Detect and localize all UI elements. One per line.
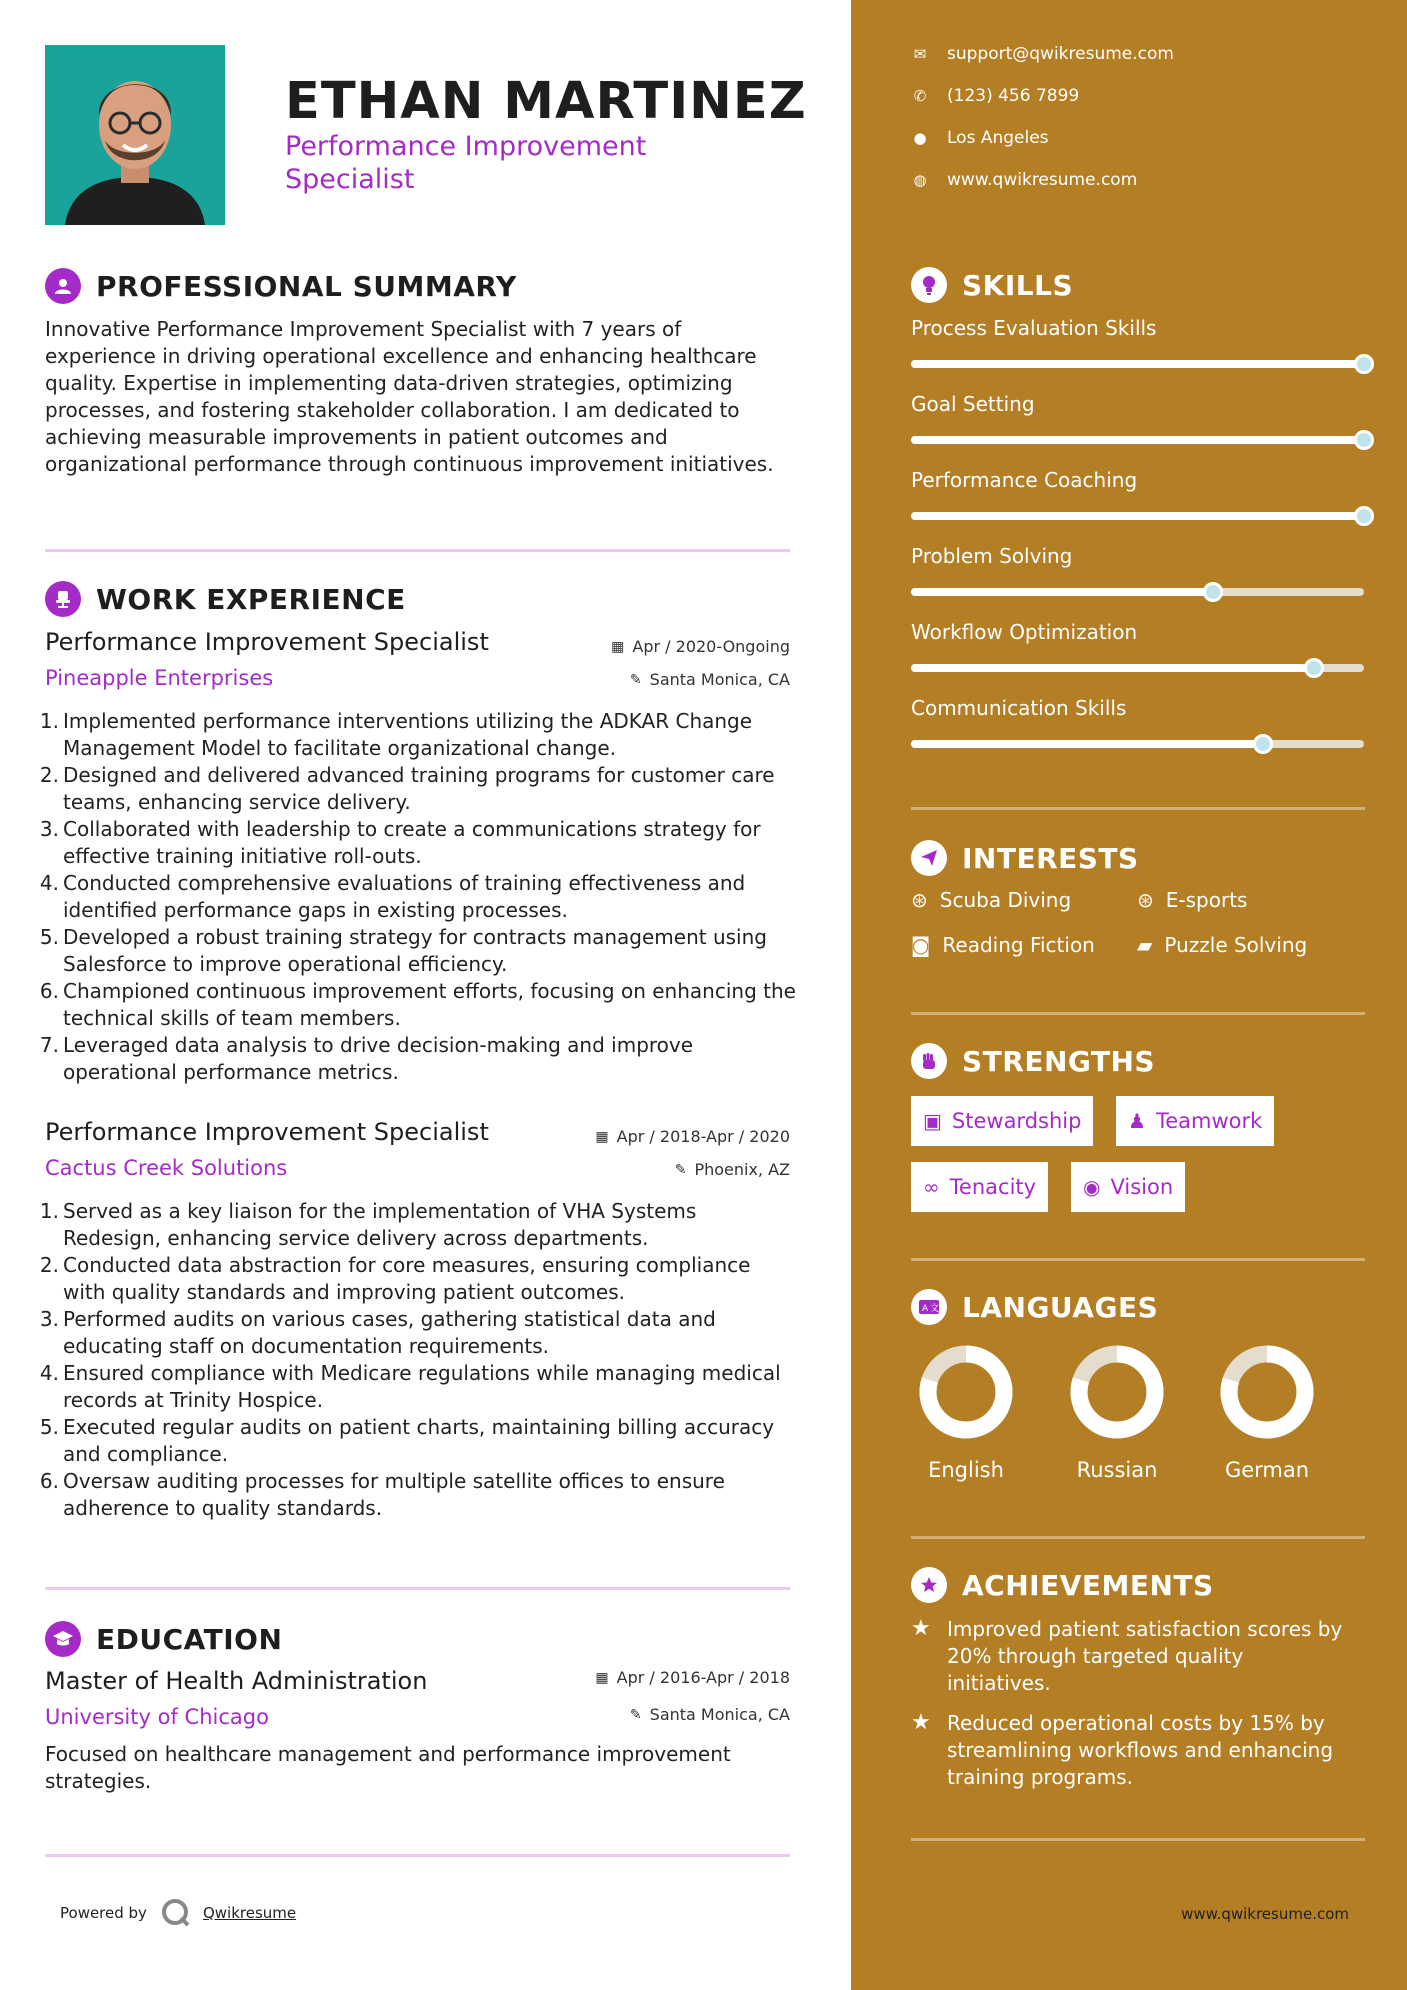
job-bullets bbox=[38, 708, 798, 1086]
users-icon: ♟ bbox=[1128, 1109, 1146, 1133]
candidate-name: ETHAN MARTINEZ bbox=[285, 72, 807, 131]
list-item-text: Championed continuous improvement efforts, focusing on enhancing the technical skills of team members. bbox=[63, 979, 796, 1030]
contact-location-text: Los Angeles bbox=[947, 128, 1049, 148]
section-divider bbox=[45, 1587, 790, 1590]
strength-tag bbox=[1071, 1162, 1185, 1212]
languages-heading bbox=[911, 1289, 1158, 1325]
section-divider bbox=[911, 1838, 1365, 1841]
translate-icon bbox=[911, 1289, 947, 1325]
svg-text:文: 文 bbox=[930, 1304, 939, 1314]
contact-email-text: support@qwikresume.com bbox=[947, 44, 1174, 64]
powered-by-label: Powered by bbox=[60, 1904, 147, 1922]
skills-heading-label: SKILLS bbox=[962, 268, 1074, 302]
job-title: Performance Improvement Specialist bbox=[45, 1118, 489, 1146]
skill-bar-fill bbox=[911, 360, 1364, 368]
skill-bar bbox=[911, 360, 1364, 368]
job-company: Pineapple Enterprises bbox=[45, 666, 274, 690]
strength-tag bbox=[1116, 1096, 1274, 1146]
interest-label: Puzzle Solving bbox=[1164, 933, 1308, 957]
calendar-icon: ▦ bbox=[595, 1669, 609, 1686]
list-item: 2. Designed and delivered advanced training programs for customer care teams, enhancing service delivery. bbox=[38, 762, 798, 816]
list-item: 4. Ensured compliance with Medicare regulations while managing medical records at Trinity Hospice. bbox=[38, 1360, 798, 1414]
user-icon bbox=[45, 268, 81, 304]
skill-bar bbox=[911, 664, 1364, 672]
strength-label: Tenacity bbox=[949, 1175, 1037, 1199]
skill-bar-knob bbox=[1253, 734, 1273, 754]
job-dates bbox=[611, 637, 790, 656]
education-school: University of Chicago bbox=[45, 1705, 269, 1729]
skill-bar bbox=[911, 512, 1364, 520]
education-description: Focused on healthcare management and performance improvement strategies. bbox=[45, 1742, 731, 1793]
list-item: 5. Developed a robust training strategy for contracts management using Salesforce to improve operational efficiency. bbox=[38, 924, 798, 978]
achievement-item bbox=[911, 1616, 1351, 1697]
section-divider bbox=[45, 549, 790, 552]
list-item: 6. Oversaw auditing processes for multiple satellite offices to ensure adherence to quality standards. bbox=[38, 1468, 798, 1522]
achievements-heading-label: ACHIEVEMENTS bbox=[962, 1568, 1214, 1602]
strength-tag bbox=[911, 1096, 1093, 1146]
gamepad-icon: ◙ bbox=[911, 933, 931, 957]
job-dates bbox=[595, 1127, 790, 1146]
pin-icon: ✎ bbox=[674, 1161, 687, 1178]
skill-bar-knob bbox=[1304, 658, 1324, 678]
skill-bar-fill bbox=[911, 436, 1364, 444]
list-item-text: Designed and delivered advanced training programs for customer care teams, enhancing service delivery. bbox=[63, 763, 775, 814]
strength-label: Teamwork bbox=[1155, 1109, 1263, 1133]
graduation-cap-icon bbox=[45, 1621, 81, 1657]
skill-label: Performance Coaching bbox=[911, 468, 1138, 492]
interest-item bbox=[1137, 933, 1307, 957]
star-icon: ★ bbox=[911, 1616, 931, 1641]
language-name: Russian bbox=[1076, 1458, 1158, 1482]
list-item-text: Conducted comprehensive evaluations of training effectiveness and identified performance gaps in existing processes. bbox=[63, 871, 746, 922]
skill-bar-knob bbox=[1354, 354, 1374, 374]
section-divider bbox=[45, 1854, 790, 1857]
summary-text: Innovative Performance Improvement Specialist with 7 years of experience in driving operational excellence and enhancing healthcare quality. Expertise in implementing data-driven strategies, optimizing processes, and fostering stakeholder collaboration. I am dedicated to achieving measurable improvements in patient outcomes and organizational performance through continuous improvement initiatives. bbox=[45, 317, 774, 476]
list-item-text: Ensured compliance with Medicare regulations while managing medical records at Trinity Hospice. bbox=[63, 1361, 781, 1412]
briefcase-icon: ▣ bbox=[923, 1109, 942, 1133]
skill-label: Process Evaluation Skills bbox=[911, 316, 1157, 340]
skill-bar-knob bbox=[1203, 582, 1223, 602]
education-heading-label: EDUCATION bbox=[96, 1622, 283, 1656]
job-dates-text: Apr / 2018-Apr / 2020 bbox=[616, 1127, 790, 1146]
interest-item bbox=[911, 888, 1071, 912]
profile-photo-image bbox=[45, 45, 225, 225]
achievement-item bbox=[911, 1710, 1351, 1791]
job-location-text: Santa Monica, CA bbox=[649, 670, 790, 689]
lightbulb-icon bbox=[911, 267, 947, 303]
interests-heading-label: INTERESTS bbox=[962, 841, 1139, 875]
summary-heading-label: PROFESSIONAL SUMMARY bbox=[96, 269, 517, 303]
star-badge-icon bbox=[911, 1567, 947, 1603]
lifebuoy-icon: ⊛ bbox=[1137, 888, 1154, 912]
strengths-heading-label: STRENGTHS bbox=[962, 1044, 1156, 1078]
contact-phone bbox=[911, 86, 1079, 106]
section-divider bbox=[911, 1536, 1365, 1539]
skill-bar bbox=[911, 436, 1364, 444]
book-icon: ▰ bbox=[1137, 933, 1153, 957]
skill-label: Workflow Optimization bbox=[911, 620, 1138, 644]
education-location-text: Santa Monica, CA bbox=[649, 1705, 790, 1724]
calendar-icon: ▦ bbox=[611, 638, 625, 655]
map-pin-icon: ● bbox=[913, 129, 927, 147]
envelope-icon: ✉ bbox=[913, 45, 927, 63]
list-item-text: Oversaw auditing processes for multiple satellite offices to ensure adherence to quality standards. bbox=[63, 1469, 725, 1520]
office-chair-icon bbox=[45, 581, 81, 617]
list-item-text: Implemented performance interventions utilizing the ADKAR Change Management Model to facilitate organizational change. bbox=[63, 709, 753, 760]
list-item-text: Developed a robust training strategy for contracts management using Salesforce to improve operational efficiency. bbox=[63, 925, 767, 976]
education-dates-text: Apr / 2016-Apr / 2018 bbox=[616, 1668, 790, 1687]
language-ring bbox=[1069, 1344, 1165, 1440]
skill-bar-fill bbox=[911, 588, 1213, 596]
profile-photo bbox=[45, 45, 225, 225]
work-heading bbox=[45, 579, 406, 619]
list-item-text: Performed audits on various cases, gathering statistical data and educating staff on documentation requirements. bbox=[63, 1307, 716, 1358]
section-divider bbox=[911, 1258, 1365, 1261]
skills-heading bbox=[911, 267, 1073, 303]
star-icon: ★ bbox=[911, 1710, 931, 1735]
qwikresume-link[interactable]: Qwikresume bbox=[202, 1904, 297, 1922]
language-name: English bbox=[928, 1458, 1004, 1482]
strength-label: Vision bbox=[1110, 1175, 1174, 1199]
job-title: Performance Improvement Specialist bbox=[45, 628, 489, 656]
list-item: 7. Leveraged data analysis to drive decision-making and improve operational performance metrics. bbox=[38, 1032, 798, 1086]
footer-powered-by bbox=[60, 1898, 296, 1928]
list-item: 2. Conducted data abstraction for core measures, ensuring compliance with quality standards and improving patient outcomes. bbox=[38, 1252, 798, 1306]
interest-label: Scuba Diving bbox=[939, 888, 1072, 912]
contact-website-text: www.qwikresume.com bbox=[947, 170, 1138, 190]
skill-bar-fill bbox=[911, 740, 1263, 748]
interests-heading bbox=[911, 840, 1139, 876]
phone-icon: ✆ bbox=[913, 87, 927, 105]
lifebuoy-icon: ⊛ bbox=[911, 888, 928, 912]
calendar-icon: ▦ bbox=[595, 1128, 609, 1145]
list-item: 1. Implemented performance interventions utilizing the ADKAR Change Management Model to facilitate organizational change. bbox=[38, 708, 798, 762]
contact-website[interactable] bbox=[911, 170, 1137, 190]
achievements-heading bbox=[911, 1567, 1214, 1603]
skill-bar-fill bbox=[911, 512, 1364, 520]
list-item-text: Conducted data abstraction for core measures, ensuring compliance with quality standards and improving patient outcomes. bbox=[63, 1253, 751, 1304]
language-item bbox=[1212, 1344, 1322, 1482]
list-item: 5. Executed regular audits on patient charts, maintaining billing accuracy and compliance. bbox=[38, 1414, 798, 1468]
job-bullets bbox=[38, 1198, 798, 1522]
list-item: 1. Served as a key liaison for the implementation of VHA Systems Redesign, enhancing service delivery across departments. bbox=[38, 1198, 798, 1252]
skill-label: Communication Skills bbox=[911, 696, 1127, 720]
list-item-text: Collaborated with leadership to create a communications strategy for effective training initiative roll-outs. bbox=[63, 817, 761, 868]
interest-item bbox=[1137, 888, 1247, 912]
language-ring bbox=[1219, 1344, 1315, 1440]
interest-item bbox=[911, 933, 1095, 957]
list-item-text: Executed regular audits on patient charts, maintaining billing accuracy and compliance. bbox=[63, 1415, 775, 1466]
strengths-heading bbox=[911, 1043, 1155, 1079]
candidate-title: Performance Improvement Specialist bbox=[285, 131, 647, 195]
work-heading-label: WORK EXPERIENCE bbox=[96, 582, 406, 616]
education-degree: Master of Health Administration bbox=[45, 1667, 428, 1695]
education-heading bbox=[45, 1619, 282, 1659]
skill-label: Problem Solving bbox=[911, 544, 1073, 568]
job-location bbox=[675, 1160, 790, 1179]
education-location bbox=[630, 1705, 790, 1724]
list-item: 3. Performed audits on various cases, gathering statistical data and educating staff on documentation requirements. bbox=[38, 1306, 798, 1360]
pin-icon: ✎ bbox=[629, 671, 642, 688]
footer-website[interactable]: www.qwikresume.com bbox=[1181, 1905, 1349, 1923]
list-item-text: Served as a key liaison for the implementation of VHA Systems Redesign, enhancing service delivery across departments. bbox=[63, 1199, 697, 1250]
fist-icon bbox=[911, 1043, 947, 1079]
language-ring bbox=[918, 1344, 1014, 1440]
skill-bar-knob bbox=[1354, 506, 1374, 526]
job-location bbox=[630, 670, 790, 689]
job-dates-text: Apr / 2020-Ongoing bbox=[632, 637, 790, 656]
contact-phone-text: (123) 456 7899 bbox=[947, 86, 1080, 106]
achievement-text: Reduced operational costs by 15% by streamlining workflows and enhancing training programs. bbox=[947, 1711, 1334, 1789]
interest-label: E-sports bbox=[1165, 888, 1248, 912]
skill-label: Goal Setting bbox=[911, 392, 1035, 416]
section-divider bbox=[911, 807, 1365, 810]
link-icon: ∞ bbox=[923, 1175, 940, 1199]
strength-tag bbox=[911, 1162, 1048, 1212]
paper-plane-icon bbox=[911, 840, 947, 876]
job-company: Cactus Creek Solutions bbox=[45, 1156, 288, 1180]
language-item bbox=[911, 1344, 1021, 1482]
language-item bbox=[1062, 1344, 1172, 1482]
skill-bar bbox=[911, 588, 1364, 596]
interest-label: Reading Fiction bbox=[942, 933, 1095, 957]
list-item-text: Leveraged data analysis to drive decision-making and improve operational performance metrics. bbox=[63, 1033, 694, 1084]
qwikresume-logo-icon bbox=[161, 1898, 191, 1928]
job-location-text: Phoenix, AZ bbox=[694, 1160, 790, 1179]
languages-heading-label: LANGUAGES bbox=[962, 1290, 1159, 1324]
skill-bar-knob bbox=[1354, 430, 1374, 450]
svg-text:A: A bbox=[922, 1304, 929, 1314]
skill-bar bbox=[911, 740, 1364, 748]
language-name: German bbox=[1224, 1458, 1310, 1482]
section-divider bbox=[911, 1012, 1365, 1015]
sidebar bbox=[851, 0, 1407, 1990]
list-item: 4. Conducted comprehensive evaluations of training effectiveness and identified performance gaps in existing processes. bbox=[38, 870, 798, 924]
contact-email[interactable] bbox=[911, 44, 1174, 64]
summary-heading bbox=[45, 266, 517, 306]
pin-icon: ✎ bbox=[629, 1706, 642, 1723]
list-item: 6. Championed continuous improvement efforts, focusing on enhancing the technical skills of team members. bbox=[38, 978, 798, 1032]
education-dates bbox=[595, 1668, 790, 1687]
globe-icon: ◍ bbox=[913, 171, 927, 189]
strength-label: Stewardship bbox=[951, 1109, 1082, 1133]
contact-location bbox=[911, 128, 1049, 148]
skill-bar-fill bbox=[911, 664, 1314, 672]
binoculars-icon: ◉ bbox=[1083, 1175, 1101, 1199]
achievement-text: Improved patient satisfaction scores by 20% through targeted quality initiatives. bbox=[947, 1617, 1343, 1695]
list-item: 3. Collaborated with leadership to create a communications strategy for effective training initiative roll-outs. bbox=[38, 816, 798, 870]
